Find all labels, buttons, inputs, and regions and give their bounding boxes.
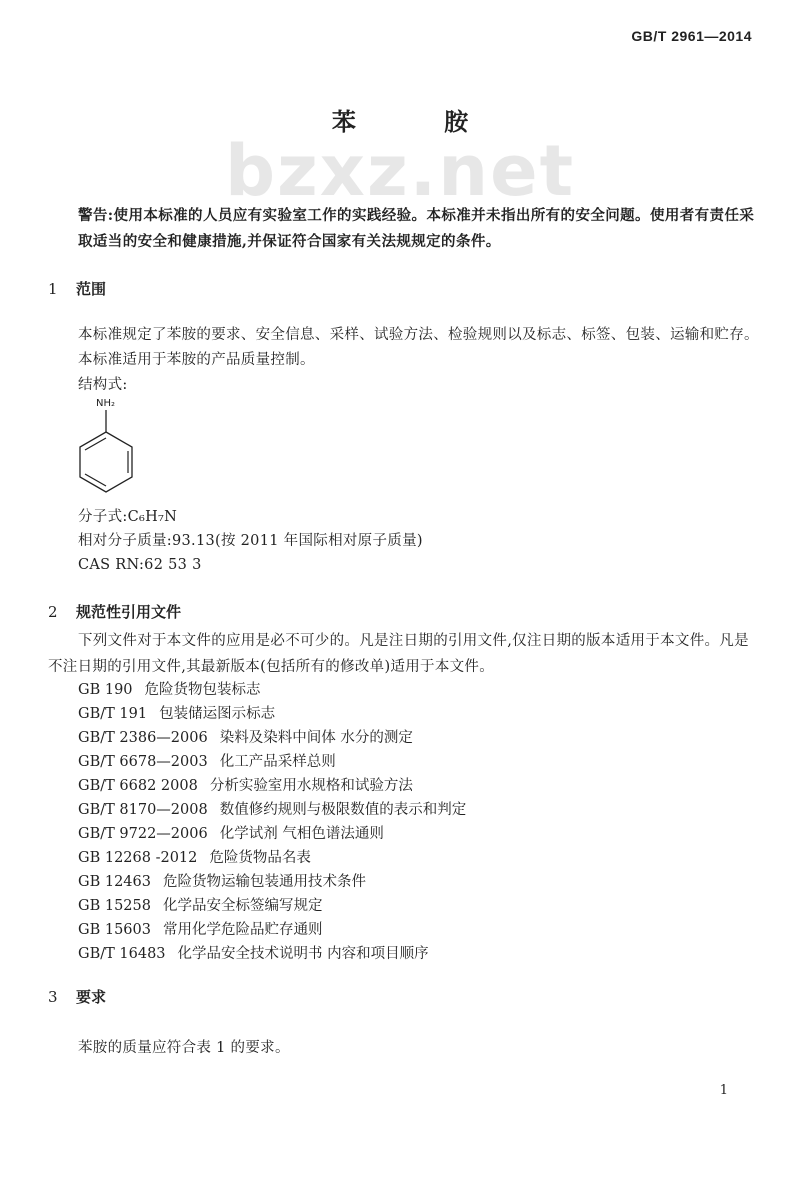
- section-number: 3: [48, 988, 58, 1006]
- reference-item: [78, 894, 758, 918]
- reference-title: 危险货物包装标志: [144, 682, 261, 698]
- standard-code: GB/T 2961—2014: [631, 28, 752, 44]
- reference-code: GB 190: [78, 682, 133, 698]
- reference-title: 常用化学危险品贮存通则: [162, 922, 323, 938]
- reference-item: [78, 942, 758, 966]
- scope-paragraph: 本标准规定了苯胺的要求、安全信息、采样、试验方法、检验规则以及标志、标签、包装、运输和贮存。: [78, 327, 759, 343]
- reference-title: 危险货物运输包装通用技术条件: [162, 874, 366, 890]
- molar-mass: 相对分子质量:93.13(按 2011 年国际相对原子质量): [78, 533, 423, 549]
- reference-title: 包装储运图示标志: [159, 706, 276, 722]
- section-title: 要求: [76, 988, 107, 1006]
- section-title: 范围: [76, 280, 107, 298]
- structure-label: 结构式:: [78, 377, 128, 393]
- reference-code: GB 12463: [78, 874, 151, 890]
- reference-title: 化学品安全技术说明书 内容和项目顺序: [177, 946, 429, 962]
- reference-title: 化学试剂 气相色谱法通则: [219, 826, 384, 842]
- reference-item: [78, 726, 758, 750]
- reference-item: [78, 702, 758, 726]
- molecular-formula: 分子式:C₆H₇N: [78, 509, 178, 525]
- reference-code: GB 15603: [78, 922, 151, 938]
- reference-item: [78, 870, 758, 894]
- page-number: 1: [719, 1083, 728, 1098]
- reference-item: [78, 750, 758, 774]
- reference-item: [78, 678, 758, 702]
- section-3-heading: [48, 986, 106, 1007]
- page-title: 苯 胺: [331, 107, 509, 136]
- reference-title: 染料及染料中间体 水分的测定: [219, 730, 413, 746]
- reference-code: GB 15258: [78, 898, 151, 914]
- reference-item: [78, 774, 758, 798]
- reference-code: GB/T 6682 2008: [78, 778, 198, 794]
- reference-code: GB/T 8170—2008: [78, 802, 208, 818]
- requirements-paragraph: 苯胺的质量应符合表 1 的要求。: [78, 1040, 290, 1056]
- reference-code: GB 12268 -2012: [78, 850, 198, 866]
- double-bond-3: [85, 474, 106, 486]
- watermark: bzxz.net: [224, 130, 576, 212]
- reference-code: GB/T 16483: [78, 946, 166, 962]
- scope-applicability: 本标准适用于苯胺的产品质量控制。: [78, 352, 315, 368]
- section-title: 规范性引用文件: [76, 603, 182, 621]
- section-number: 2: [48, 603, 58, 621]
- normative-intro: 下列文件对于本文件的应用是必不可少的。凡是注日期的引用文件,仅注日期的版本适用于本文件。凡是不注日期的引用文件,其最新版本(包括所有的修改单)适用于本文件。: [48, 633, 749, 675]
- reference-title: 危险货物品名表: [209, 850, 311, 866]
- nh2-label: NH₂: [96, 398, 116, 409]
- reference-title: 化工产品采样总则: [219, 754, 336, 770]
- double-bond-2: [85, 438, 106, 450]
- section-2-heading: [48, 601, 181, 622]
- reference-item: [78, 822, 758, 846]
- reference-item: [78, 798, 758, 822]
- benzene-ring-structure: [70, 408, 142, 498]
- reference-code: GB/T 6678—2003: [78, 754, 208, 770]
- reference-title: 分析实验室用水规格和试验方法: [209, 778, 413, 794]
- cas-number: CAS RN:62 53 3: [78, 557, 202, 573]
- reference-list: [78, 678, 758, 966]
- section-number: 1: [48, 280, 58, 298]
- section-1-heading: [48, 278, 106, 299]
- warning-text: 警告:使用本标准的人员应有实验室工作的实践经验。本标准并未指出所有的安全问题。使用者有责任采取适当的安全和健康措施,并保证符合国家有关法规规定的条件。: [78, 207, 755, 250]
- reference-item: [78, 846, 758, 870]
- reference-title: 化学品安全标签编写规定: [162, 898, 323, 914]
- reference-code: GB/T 191: [78, 706, 148, 722]
- reference-item: [78, 918, 758, 942]
- reference-title: 数值修约规则与极限数值的表示和判定: [219, 802, 467, 818]
- reference-code: GB/T 2386—2006: [78, 730, 208, 746]
- reference-code: GB/T 9722—2006: [78, 826, 208, 842]
- benzene-ring: [80, 432, 132, 492]
